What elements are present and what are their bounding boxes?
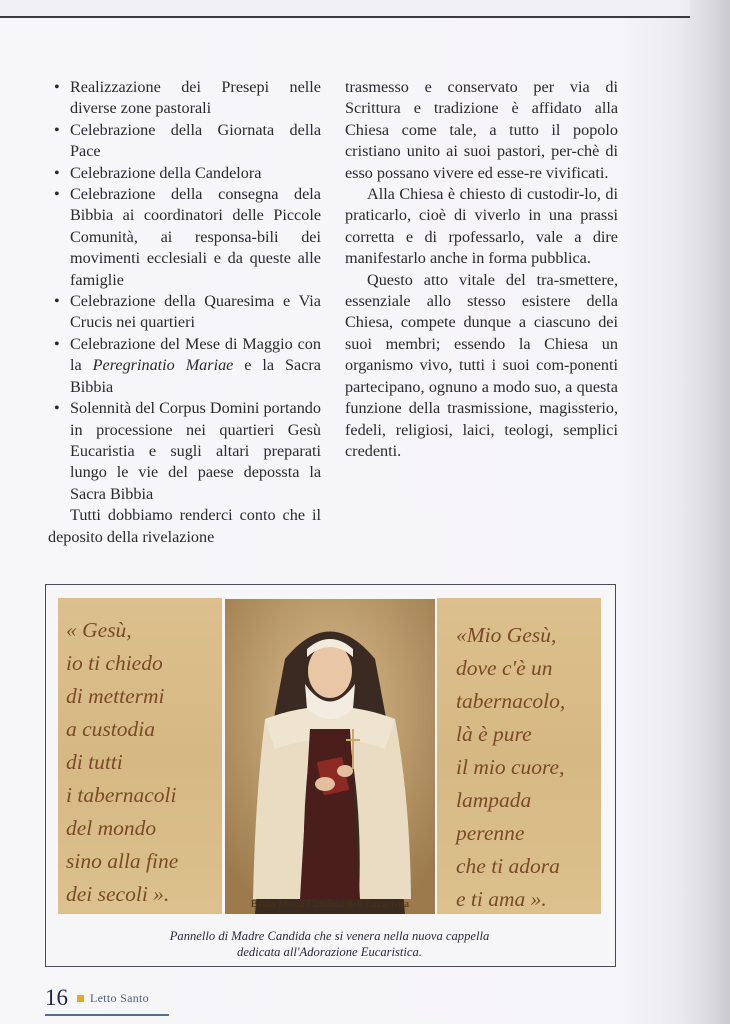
list-item: • Realizzazione dei Presepi nelle diverse zone pastorali <box>48 77 321 120</box>
body-paragraph: trasmesso e conservato per via di Scrittura e tradizione è affidato alla Chiesa come tale, a tutto il popolo cristiano unito ai suoi pastori, per-chè di esso possano vivere ed esse-re vivificati. <box>345 78 618 182</box>
list-item-text: e la Sacra Bibbia <box>70 356 321 396</box>
page-number: 16 <box>45 985 68 1010</box>
panel-caption: Pannello di Madre Candida che si venera nella nuova cappella dedicata all'Adorazione Eucaristica. <box>169 929 490 959</box>
list-item: • Celebrazione della Quaresima e Via Crucis nei quartieri <box>48 291 321 334</box>
page-fold-shadow <box>678 0 730 1024</box>
list-item: • Celebrazione della Giornata della Pace <box>48 120 321 163</box>
list-item <box>48 334 321 398</box>
left-column <box>48 77 321 548</box>
list-item: • Celebrazione della Candelora <box>48 163 321 184</box>
list-item: • Solennità del Corpus Domini portando in processione nei quartieri Gesù Eucaristia e sugli altari preparati lungo le vie del paese depossta la Sacra Bibbia <box>48 398 321 505</box>
list-item: • Celebrazione della consegna dela Bibbia ai coordinatori delle Piccole Comunità, ai responsa-bili dei movimenti ecclesiali e da queste alle famiglie <box>48 184 321 291</box>
quote-right: «Mio Gesù, dove c'è un tabernacolo, là è pure il mio cuore, lampada perenne che ti adora e ti ama ». <box>456 623 566 911</box>
body-paragraph: Questo atto vitale del tra-smettere, essenziale allo stesso esistere della Chiesa, compete dunque a ciascuno dei suoi membri; essendo la Chiesa un organismo vivo, tutti i suoi com-ponenti partecipano, ognuno a modo suo, a questa funzione della trasmissione, magissterio, fedeli, religiosi, laici, teologi, semplici credenti. <box>345 270 618 460</box>
publication-name: Letto Santo <box>90 990 149 1005</box>
quote-left: « Gesù, io ti chiedo di mettermi a custodia di tutti i tabernacoli del mondo sino alla fine dei secoli ». <box>66 618 179 906</box>
body-paragraph: Tutti dobbiamo renderci conto che il deposito della rivelazione <box>48 506 321 546</box>
portrait-label: Beata Maria Candida dell'Eucaristia <box>250 899 410 910</box>
body-paragraph: Alla Chiesa è chiesto di custodir-lo, di praticarlo, cioè di viverlo in una prassi corretta e di rpofessarlo, vale a dire manifestarlo anche in forma pubblica. <box>345 185 618 268</box>
right-column <box>345 77 618 462</box>
list-item-text: Celebrazione del Mese di Maggio con la <box>70 334 321 375</box>
activity-list <box>48 77 321 505</box>
page-top-edge <box>0 0 690 18</box>
list-item-italic: Peregrinatio Mariae <box>92 356 234 375</box>
footer-square-icon <box>77 995 84 1002</box>
portrait-image <box>225 599 435 914</box>
nun-portrait-icon <box>225 599 435 914</box>
page-footer <box>45 985 149 1011</box>
footer-rule <box>45 1014 169 1016</box>
